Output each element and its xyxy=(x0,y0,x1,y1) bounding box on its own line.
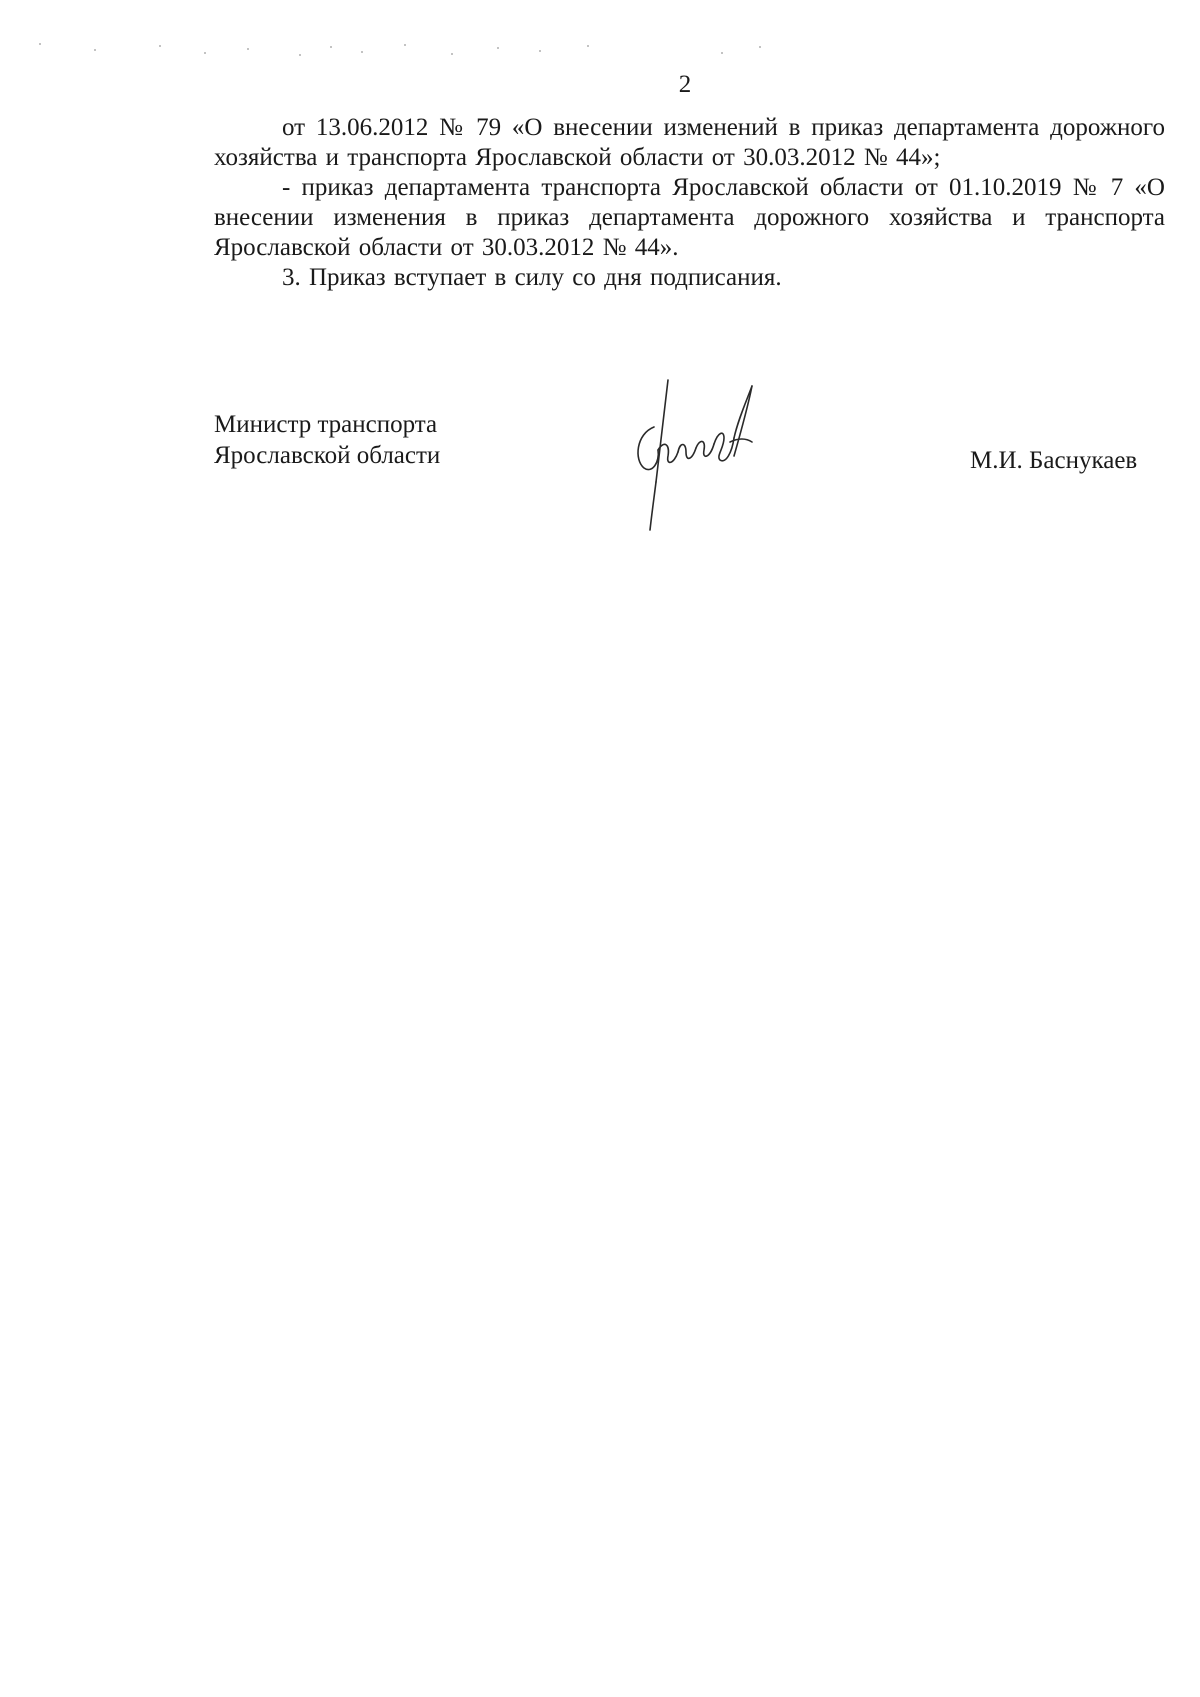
paragraph-effective-date: 3. Приказ вступает в силу со дня подписания. xyxy=(282,264,782,291)
page-number: 2 xyxy=(678,71,692,98)
position-line-1: Министр транспорта xyxy=(214,411,438,438)
paragraph-list-item: - приказ департамента транспорта Ярославской области от 01.10.2019 № 7 «О внесении изменения в приказ департамента дорожного хозяйства и транспорта Ярославской области от 30.03.2012 № 44». xyxy=(214,174,1165,261)
scan-noise xyxy=(0,0,1200,80)
signatory-position xyxy=(214,409,440,471)
position-line-2: Ярославской области xyxy=(214,442,441,469)
paragraph-continuation: от 13.06.2012 № 79 «О внесении изменений в приказ департамента дорожного хозяйства и транспорта Ярославской области от 30.03.2012 № 44»; xyxy=(214,114,1165,171)
handwritten-signature xyxy=(630,372,800,552)
signer-name: М.И. Баснукаев xyxy=(970,447,1138,474)
document-body xyxy=(214,113,1165,293)
